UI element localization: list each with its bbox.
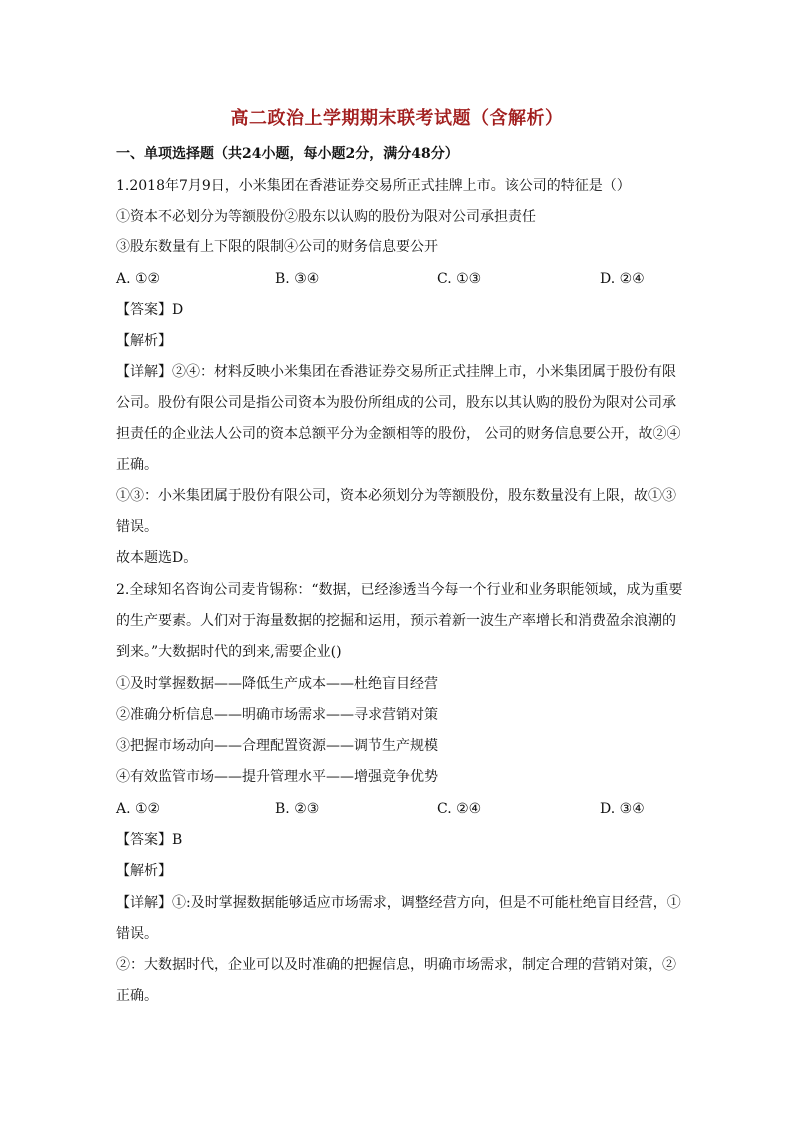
- question-2-detail-line: 【详解】①:及时掌握数据能够适应市场需求，调整经营方向，但是不可能杜绝盲目经营，①: [116, 895, 681, 911]
- option-b: B. ③④: [275, 271, 320, 287]
- question-1-detail-line: 【详解】②④：材料反映小米集团在香港证券交易所正式挂牌上市，小米集团属于股份有限: [116, 364, 676, 380]
- question-2-item: ④有效监管市场——提升管理水平——增强竞争优势: [116, 769, 438, 785]
- question-1-detail-line: 故本题选D。: [116, 550, 198, 566]
- question-2-item: ③把握市场动向——合理配置资源——调节生产规模: [116, 738, 438, 754]
- question-1-analysis-label: 【解析】: [116, 333, 172, 349]
- question-2-options: [116, 799, 686, 819]
- option-c: C. ②④: [437, 801, 482, 817]
- question-1-detail-line: ①③：小米集团属于股份有限公司，资本必须划分为等额股份，股东数量没有上限，故①③: [116, 488, 676, 504]
- question-2-detail-line: 错误。: [116, 926, 158, 942]
- question-1-item: ③股东数量有上下限的限制④公司的财务信息要公开: [116, 239, 438, 255]
- question-1-item: ①资本不必划分为等额股份②股东以认购的股份为限对公司承担责任: [116, 209, 536, 225]
- question-2-stem-line: 到来。”大数据时代的到来,需要企业(): [116, 644, 342, 660]
- question-2-stem-line: 的生产要素。人们对于海量数据的挖掘和运用，预示着新一波生产率增长和消费盈余浪潮的: [116, 613, 676, 629]
- question-1-detail-line: 错误。: [116, 519, 158, 535]
- option-a: A. ①②: [116, 801, 161, 817]
- question-2-item: ②准确分析信息——明确市场需求——寻求营销对策: [116, 707, 438, 723]
- question-2-stem-line: 2.全球知名咨询公司麦肯锡称：“数据，已经渗透当今每一个行业和业务职能领域，成为重要: [116, 582, 683, 598]
- question-1-detail-line: 正确。: [116, 457, 158, 473]
- option-d: D. ②④: [600, 271, 645, 287]
- question-1-stem: 1.2018年7月9日，小米集团在香港证券交易所正式挂牌上市。该公司的特征是（）: [116, 178, 631, 194]
- question-2-detail-line: 正确。: [116, 988, 158, 1004]
- option-a: A. ①②: [116, 271, 161, 287]
- question-2-analysis-label: 【解析】: [116, 863, 172, 879]
- option-c: C. ①③: [437, 271, 482, 287]
- document-title: 高二政治上学期期末联考试题（含解析）: [230, 108, 564, 129]
- option-d: D. ③④: [600, 801, 645, 817]
- question-2-detail-line: ②：大数据时代，企业可以及时准确的把握信息，明确市场需求，制定合理的营销对策，②: [116, 957, 676, 973]
- question-2-answer: 【答案】B: [116, 832, 183, 848]
- question-1-detail-line: 担责任的企业法人公司的资本总额平分为金额相等的股份， 公司的财务信息要公开，故②④: [116, 426, 681, 442]
- question-2-item: ①及时掌握数据——降低生产成本——杜绝盲目经营: [116, 676, 438, 692]
- question-1-answer: 【答案】D: [116, 302, 184, 318]
- option-b: B. ②③: [275, 801, 320, 817]
- question-1-options: [116, 269, 686, 289]
- section-heading: 一、单项选择题（共24小题，每小题2分，满分48分）: [116, 146, 459, 162]
- question-1-detail-line: 公司。股份有限公司是指公司资本为股份所组成的公司，股东以其认购的股份为限对公司承: [116, 395, 676, 411]
